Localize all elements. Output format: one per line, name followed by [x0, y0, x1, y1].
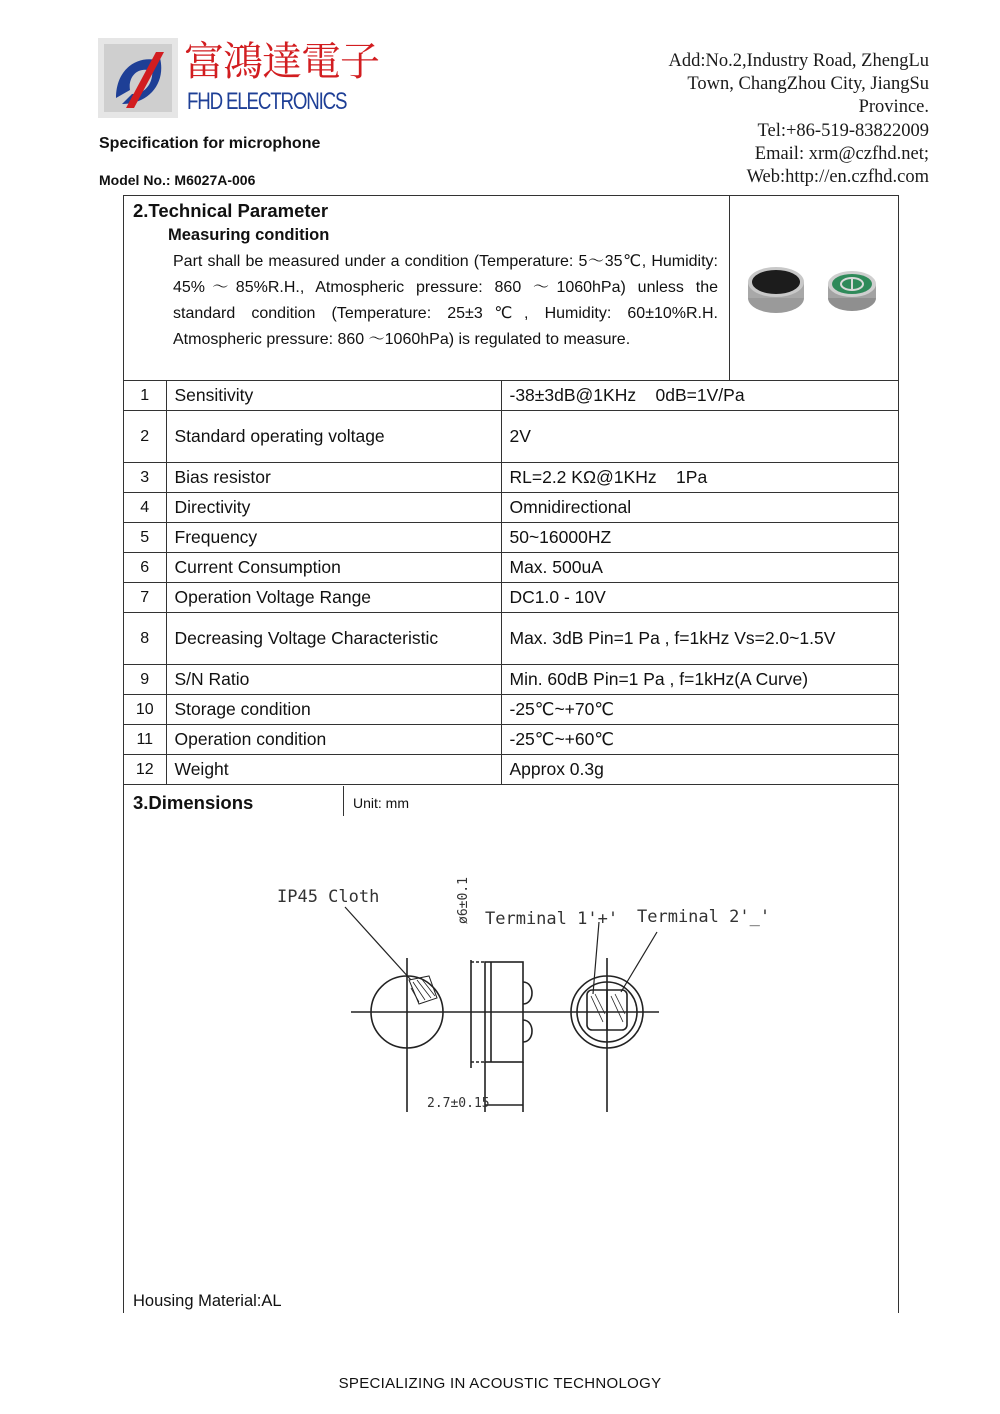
- spec-name: Directivity: [166, 493, 501, 523]
- company-name-english: FHD ELECTRONICS: [187, 88, 347, 115]
- spec-name: Current Consumption: [166, 553, 501, 583]
- measuring-condition-heading: Measuring condition: [168, 226, 330, 244]
- spec-number: 8: [124, 613, 166, 665]
- spec-name: Standard operating voltage: [166, 411, 501, 463]
- company-name-chinese: 富鴻達電子: [184, 39, 379, 85]
- spec-number: 10: [124, 695, 166, 725]
- housing-material: Housing Material:AL: [133, 1292, 282, 1310]
- product-photo: [730, 196, 898, 380]
- table-row: [124, 463, 898, 493]
- spec-number: 12: [124, 755, 166, 785]
- spec-name: Frequency: [166, 523, 501, 553]
- table-row: [124, 583, 898, 613]
- spec-value: 2V: [501, 411, 898, 463]
- label-terminal-1: Terminal 1'+': [485, 909, 619, 929]
- document-title: Specification for microphone: [99, 135, 321, 152]
- spec-name: Weight: [166, 755, 501, 785]
- table-row: [124, 725, 898, 755]
- spec-value: Min. 60dB Pin=1 Pa , f=1kHz(A Curve): [501, 665, 898, 695]
- measuring-condition-text: Part shall be measured under a condition (Temperature: 5～35℃, Humidity: 45%～85%R.H., Atmospheric pressure: 860 ～1060hPa) unless the standard condition (Temperature: 25±3℃, Humidity: 60±10%R.H. Atmospheric pressure: 860 ～1060hPa) is regulated to measure.: [173, 253, 718, 348]
- spec-value: Max. 3dB Pin=1 Pa , f=1kHz Vs=2.0~1.5V: [501, 613, 898, 665]
- spec-number: 7: [124, 583, 166, 613]
- company-logo: [98, 38, 379, 118]
- table-row: [124, 665, 898, 695]
- model-number: Model No.: M6027A-006: [99, 172, 256, 188]
- dimensions-unit: Unit: mm: [353, 795, 409, 811]
- spec-value: -25℃~+70℃: [501, 695, 898, 725]
- spec-name: Operation condition: [166, 725, 501, 755]
- spec-name: Decreasing Voltage Characteristic: [166, 613, 501, 665]
- label-height: 2.7±0.15: [427, 1096, 490, 1111]
- spec-value: Max. 500uA: [501, 553, 898, 583]
- spec-frame: [123, 195, 899, 1313]
- spec-value: -25℃~+60℃: [501, 725, 898, 755]
- company-address: [629, 50, 929, 189]
- website-line: Web:http://en.czfhd.com: [746, 167, 929, 188]
- phone-line: Tel:+86-519-83822009: [757, 120, 929, 141]
- microphone-photo-image: [730, 196, 898, 380]
- spec-value: 50~16000HZ: [501, 523, 898, 553]
- table-row: [124, 381, 898, 411]
- table-row: [124, 493, 898, 523]
- label-diameter: ø6±0.1: [456, 877, 471, 924]
- spec-number: 11: [124, 725, 166, 755]
- table-row: [124, 755, 898, 785]
- spec-name: Storage condition: [166, 695, 501, 725]
- spec-number: 9: [124, 665, 166, 695]
- spec-value: -38±3dB@1KHz 0dB=1V/Pa: [501, 381, 898, 411]
- table-row: [124, 411, 898, 463]
- spec-value: DC1.0 - 10V: [501, 583, 898, 613]
- dimension-drawing: [259, 862, 779, 1122]
- address-line: Province.: [858, 97, 929, 118]
- technical-parameter-section: [124, 196, 730, 380]
- spec-value: Approx 0.3g: [501, 755, 898, 785]
- label-cloth: IP45 Cloth: [277, 887, 380, 907]
- spec-number: 3: [124, 463, 166, 493]
- email-line: Email: xrm@czfhd.net;: [754, 143, 929, 164]
- page-footer: SPECIALIZING IN ACOUSTIC TECHNOLOGY: [338, 1375, 662, 1392]
- table-row: [124, 553, 898, 583]
- spec-value: RL=2.2 KΩ@1KHz 1Pa: [501, 463, 898, 493]
- address-line: Town, ChangZhou City, JiangSu: [687, 74, 929, 95]
- table-row: [124, 523, 898, 553]
- fhd-logo-icon: [98, 38, 178, 118]
- spec-name: Bias resistor: [166, 463, 501, 493]
- dimensions-heading: 3.Dimensions: [133, 792, 254, 813]
- spec-name: Operation Voltage Range: [166, 583, 501, 613]
- technical-heading: 2.Technical Parameter: [133, 200, 329, 221]
- address-line: Add:No.2,Industry Road, ZhengLu: [668, 51, 929, 71]
- spec-value: Omnidirectional: [501, 493, 898, 523]
- spec-number: 1: [124, 381, 166, 411]
- table-row: [124, 613, 898, 665]
- spec-number: 4: [124, 493, 166, 523]
- spec-name: S/N Ratio: [166, 665, 501, 695]
- spec-table: [124, 380, 898, 785]
- spec-name: Sensitivity: [166, 381, 501, 411]
- spec-number: 5: [124, 523, 166, 553]
- spec-number: 6: [124, 553, 166, 583]
- unit-divider: [343, 786, 344, 816]
- spec-number: 2: [124, 411, 166, 463]
- table-row: [124, 695, 898, 725]
- label-terminal-2: Terminal 2'_': [637, 907, 771, 927]
